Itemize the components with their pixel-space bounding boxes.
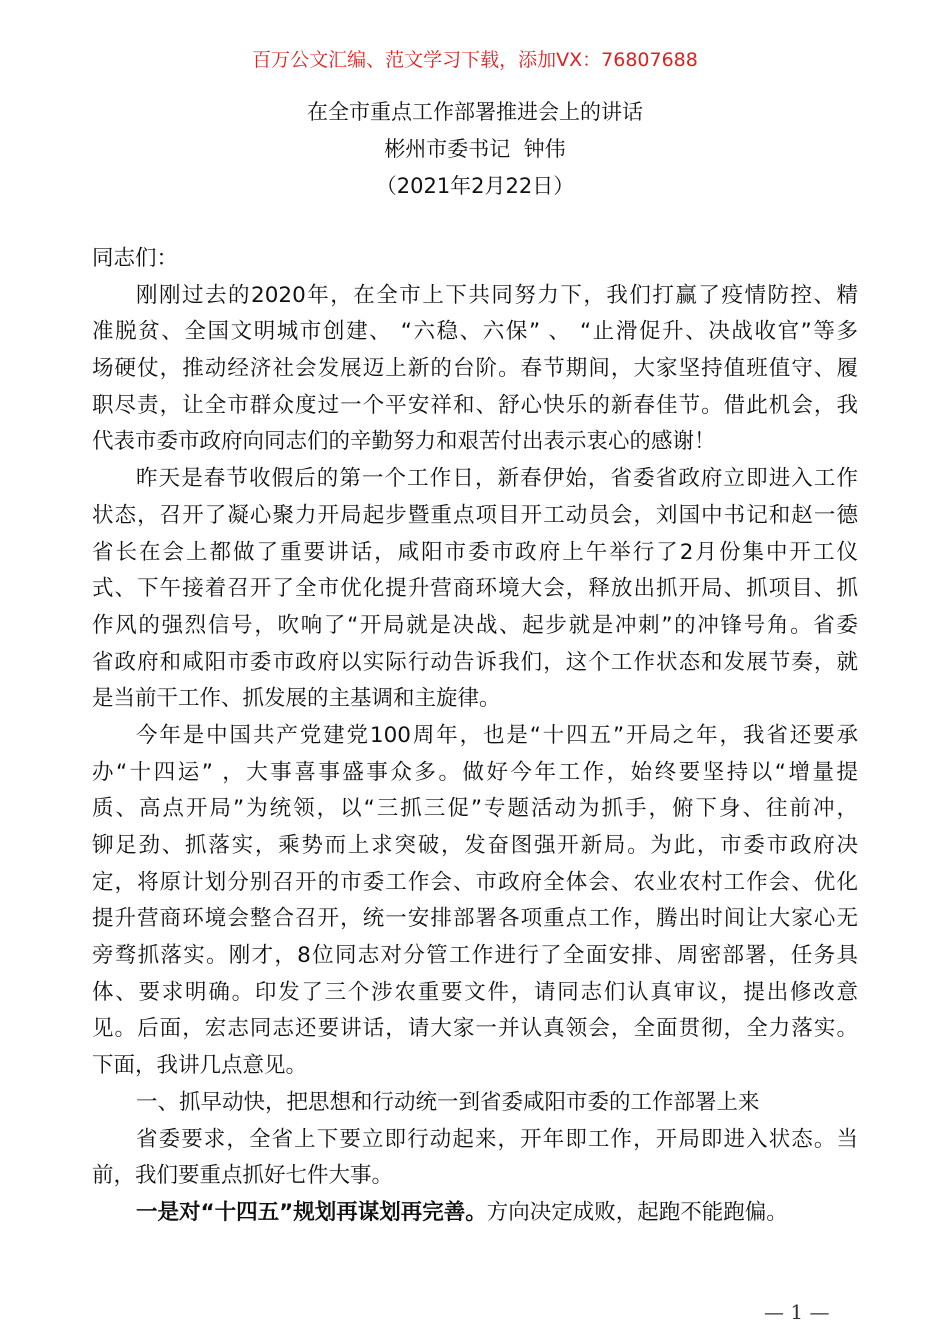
body-text-line: 一、抓早动快，把思想和行动统一到省委咸阳市委的工作部署上来: [136, 1089, 760, 1115]
body-text-line: 提升营商环境会整合召开，统一安排部署各项重点工作，腾出时间让大家心无: [92, 906, 858, 932]
document-title: 在全市重点工作部署推进会上的讲话: [307, 100, 643, 124]
body-text-line: 下面，我讲几点意见。: [92, 1053, 308, 1079]
body-text-line: 办“十四运” ，大事喜事盛事众多。做好今年工作，始终要坚持以“增量提: [92, 759, 858, 785]
body-text-line: 旁骛抓落实。刚才，8位同志对分管工作进行了全面安排、周密部署，任务具: [92, 943, 858, 969]
body-text-line: 场硬仗，推动经济社会发展迈上新的台阶。春节期间，大家坚持值班值守、履: [92, 356, 858, 382]
body-text: 方向决定成败，起跑不能跑偏。: [486, 1199, 788, 1225]
body-text-line: 是当前干工作、抓发展的主基调和主旋律。: [92, 686, 501, 712]
body-text-line: 作风的强烈信号，吹响了“开局就是决战、起步就是冲刺”的冲锋号角。省委: [92, 612, 858, 638]
body-text-line: 式、下午接着召开了全市优化提升营商环境大会，释放出抓开局、抓项目、抓: [92, 576, 858, 602]
body-text-line: 铆足劲、抓落实，乘势而上求突破，发奋图强开新局。为此，市委市政府决: [92, 833, 858, 858]
body-text-line: 代表市委市政府向同志们的辛勤努力和艰苦付出表示衷心的感谢！: [92, 429, 716, 455]
body-text-line: 定，将原计划分别召开的市委工作会、市政府全体会、农业农村工作会、优化: [92, 869, 858, 895]
body-text-line: 质、高点开局”为统领，以“三抓三促”专题活动为抓手，俯下身、往前冲，: [92, 796, 858, 822]
body-text-line: 体、要求明确。印发了三个涉农重要文件，请同志们认真审议，提出修改意: [92, 979, 858, 1005]
body-text-line: 今年是中国共产党建党100周年，也是“十四五”开局之年，我省还要承: [136, 722, 858, 748]
body-text-line: 见。后面，宏志同志还要讲话，请大家一并认真领会，全面贯彻，全力落实。: [92, 1016, 858, 1042]
body-text-line: 前，我们要重点抓好七件大事。: [92, 1163, 394, 1189]
body-text-line: 职尽责，让全市群众度过一个平安祥和、舒心快乐的新春佳节。借此机会，我: [92, 392, 858, 418]
body-text-line: 昨天是春节收假后的第一个工作日，新春伊始，省委省政府立即进入工作: [136, 466, 858, 492]
body-text-line: 状态，召开了凝心聚力开局起步暨重点项目开工动员会，刘国中书记和赵一德: [92, 502, 858, 528]
body-text-line: 省长在会上都做了重要讲话，咸阳市委市政府上午举行了2月份集中开工仪: [92, 539, 858, 565]
document-author: 彬州市委书记 钟伟: [384, 137, 566, 161]
body-text-line: [92, 1195, 858, 1232]
body-text-line: 同志们：: [92, 246, 179, 271]
document-date: （2021年2月22日）: [375, 174, 575, 198]
body-text-line: 省委要求，全省上下要立即行动起来，开年即工作，开局即进入状态。当: [136, 1126, 858, 1152]
watermark-banner: 百万公文汇编、范文学习下载，添加VX：76807688: [252, 49, 698, 71]
page-number: — 1 —: [764, 1300, 830, 1324]
body-text-line: 准脱贫、全国文明城市创建、 “六稳、六保” 、 “止滑促升、决战收官”等多: [92, 319, 858, 345]
body-text-line: 省政府和咸阳市委市政府以实际行动告诉我们，这个工作状态和发展节奏，就: [92, 649, 858, 675]
document-body: [92, 241, 858, 1232]
body-text-line: 刚刚过去的2020年，在全市上下共同努力下，我们打赢了疫情防控、精: [136, 282, 858, 308]
bold-heading-text: 一是对“十四五”规划再谋划再完善。: [136, 1199, 487, 1225]
